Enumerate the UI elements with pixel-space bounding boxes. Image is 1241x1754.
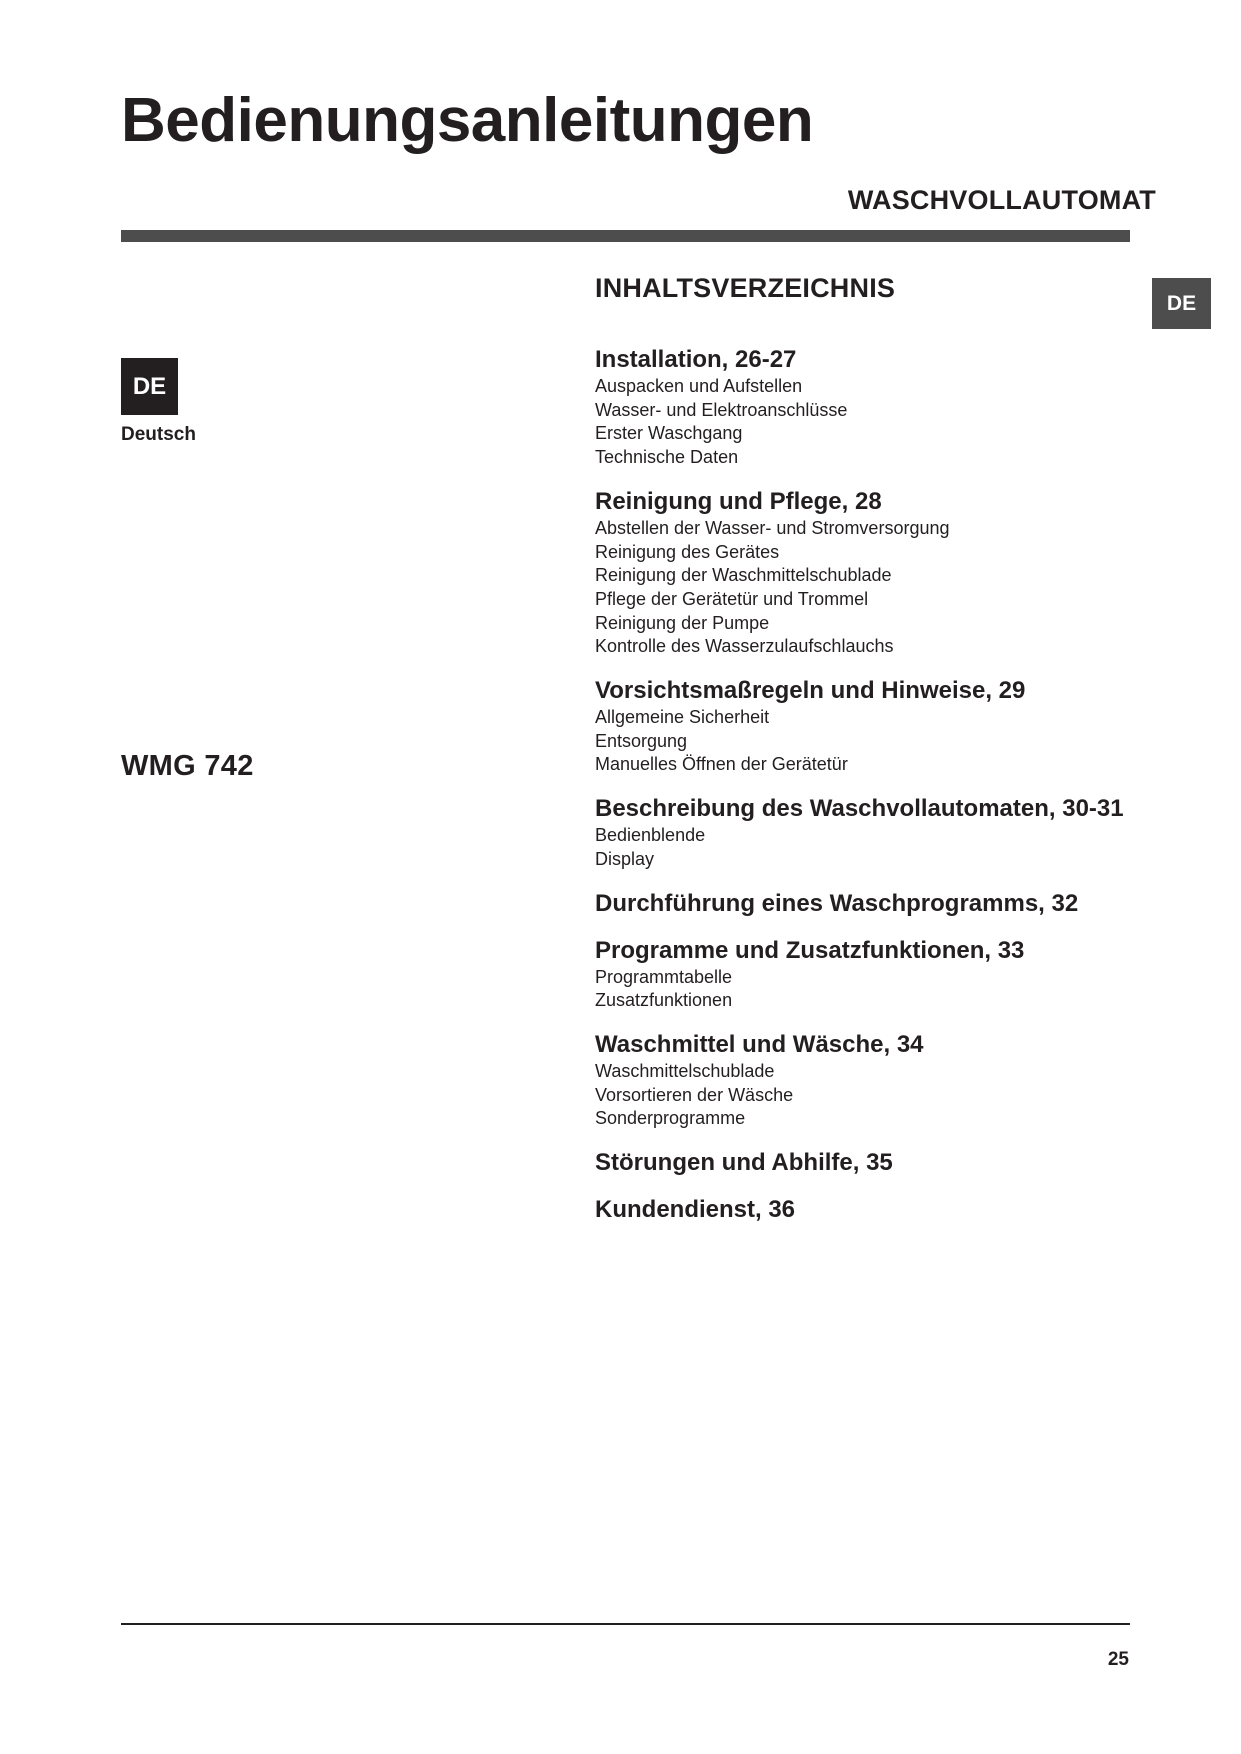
product-type-subtitle: WASCHVOLLAUTOMAT bbox=[847, 185, 1156, 215]
toc-subitem: Reinigung der Waschmittelschublade bbox=[595, 565, 892, 586]
footer-divider bbox=[121, 1623, 1130, 1625]
toc-subitem: Reinigung der Pumpe bbox=[595, 612, 770, 633]
toc-subitem: Technische Daten bbox=[595, 447, 739, 468]
language-side-tab: DE bbox=[1152, 278, 1211, 329]
toc-heading: INHALTSVERZEICHNIS bbox=[595, 273, 896, 303]
toc-subitem: Waschmittelschublade bbox=[595, 1060, 775, 1081]
toc-section bbox=[595, 487, 1155, 659]
toc-subitem: Abstellen der Wasser- und Stromversorgung bbox=[595, 517, 950, 538]
toc-section-title: Programme und Zusatzfunktionen, 33 bbox=[595, 936, 1025, 964]
toc-subitem: Vorsortieren der Wäsche bbox=[595, 1084, 794, 1105]
toc-section bbox=[595, 345, 1155, 470]
toc-section bbox=[595, 676, 1155, 777]
toc-section bbox=[595, 936, 1155, 1013]
toc-subitem: Erster Waschgang bbox=[595, 423, 743, 444]
toc-section bbox=[595, 1195, 1155, 1225]
language-name: Deutsch bbox=[121, 424, 196, 445]
toc-subitem: Manuelles Öffnen der Gerätetür bbox=[595, 754, 848, 775]
toc-subitem: Programmtabelle bbox=[595, 966, 733, 987]
toc-subitem: Sonderprogramme bbox=[595, 1108, 746, 1129]
toc-subitem: Zusatzfunktionen bbox=[595, 990, 733, 1011]
toc-subitem: Display bbox=[595, 848, 655, 869]
toc-section bbox=[595, 1030, 1155, 1131]
toc-subitem: Reinigung des Gerätes bbox=[595, 541, 780, 562]
toc-subitem: Allgemeine Sicherheit bbox=[595, 707, 770, 728]
toc-subitem: Auspacken und Aufstellen bbox=[595, 376, 803, 396]
toc-section-title: Vorsichtsmaßregeln und Hinweise, 29 bbox=[595, 677, 1026, 705]
model-number: WMG 742 bbox=[121, 750, 254, 782]
page-number: 25 bbox=[1107, 1649, 1129, 1670]
toc-section-title: Durchführung eines Waschprogramms, 32 bbox=[595, 889, 1079, 917]
toc-section-title: Beschreibung des Waschvollautomaten, 30-31 bbox=[595, 795, 1124, 823]
toc-section-title: Installation, 26-27 bbox=[595, 346, 797, 373]
language-code-badge: DE bbox=[121, 358, 178, 415]
header-divider bbox=[121, 230, 1130, 242]
toc-section-title: Waschmittel und Wäsche, 34 bbox=[595, 1030, 924, 1058]
toc-section-title: Reinigung und Pflege, 28 bbox=[595, 487, 882, 515]
page-title: Bedienungsanleitungen bbox=[121, 86, 814, 155]
table-of-contents bbox=[595, 345, 1155, 1242]
toc-subitem: Wasser- und Elektroanschlüsse bbox=[595, 399, 848, 420]
toc-section-title: Störungen und Abhilfe, 35 bbox=[595, 1149, 893, 1177]
toc-section bbox=[595, 889, 1155, 919]
toc-subitem: Bedienblende bbox=[595, 825, 706, 846]
toc-section bbox=[595, 794, 1155, 871]
toc-section-title: Kundendienst, 36 bbox=[595, 1196, 796, 1224]
toc-section bbox=[595, 1148, 1155, 1178]
toc-subitem: Kontrolle des Wasserzulaufschlauchs bbox=[595, 636, 894, 657]
toc-subitem: Pflege der Gerätetür und Trommel bbox=[595, 588, 869, 609]
toc-subitem: Entsorgung bbox=[595, 730, 688, 751]
